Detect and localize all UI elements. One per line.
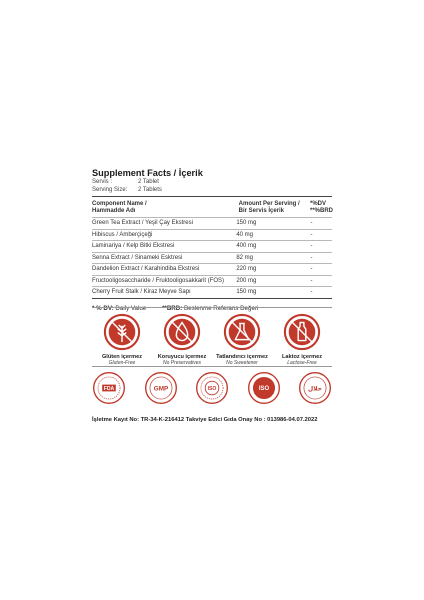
serving-size-label: Serving Size: [92, 186, 128, 193]
ingredient-table [92, 217, 332, 299]
ingredient-dv: - [310, 266, 313, 273]
supplement-facts-panel [92, 168, 332, 312]
iso-22000-badge [247, 371, 281, 405]
serving-row [92, 179, 332, 187]
ingredient-dv: - [310, 254, 313, 261]
table-row [92, 286, 332, 299]
ingredient-amount: 200 mg [236, 277, 257, 284]
no-preservatives-icon [163, 313, 201, 351]
feature-sub: No Sweetener [226, 360, 258, 366]
gmp-badge [144, 371, 178, 405]
badge-text: ISO [207, 385, 217, 392]
table-row [92, 217, 332, 229]
table-row [92, 229, 332, 241]
ingredient-amount: 220 mg [236, 266, 257, 273]
table-row [92, 275, 332, 287]
feature-sub: No Preservatives [162, 360, 202, 366]
table-row [92, 263, 332, 275]
ingredient-name: Laminariya / Kelp Bitki Ekstresi [92, 243, 175, 250]
iso-badge-icon [195, 371, 229, 405]
supplement-title: Supplement Facts / İçerik [92, 168, 203, 178]
ingredient-amount: 40 mg [236, 231, 254, 238]
serving-label: Servis : [92, 179, 113, 185]
footnotes [92, 305, 332, 312]
feature-no-sweetener [212, 313, 272, 366]
feature-gluten-free [92, 313, 152, 366]
badge-text: ISO [258, 386, 269, 393]
feature-icons [92, 313, 332, 366]
iso-badge [195, 371, 229, 405]
dv-value: Daily Value [115, 304, 147, 312]
feature-label: Laktoz içermez [281, 354, 323, 360]
ingredient-name: Green Tea Extract / Yeşil Çay Ekstresi [92, 220, 193, 227]
ingredient-amount: 150 mg [236, 220, 257, 227]
feature-sub: Lactose-Free [287, 360, 317, 366]
badge-text: حلال [308, 385, 322, 393]
halal-badge [298, 371, 332, 405]
serving-value: 2 Tablet [138, 179, 159, 185]
divider-top [92, 307, 332, 308]
brd-key: **BRD: [162, 304, 183, 312]
table-row [92, 240, 332, 252]
ingredient-name: Hibiscus / Amberçiçeği [92, 231, 153, 238]
feature-no-preservatives [152, 313, 212, 366]
header-dv: *%DV **%BRD [310, 201, 334, 214]
serving-size-row [92, 187, 332, 195]
table-row [92, 252, 332, 264]
fda-badge [92, 371, 126, 405]
gluten-free-icon [103, 313, 141, 351]
no-sweetener-icon [223, 313, 261, 351]
certification-badges [92, 371, 332, 405]
ingredient-dv: - [310, 277, 313, 284]
registration-footer: İşletme Kayıt No: TR-34-K-216412 Takviye Edici Gıda Onay No : 013986-04.07.2022 [92, 417, 318, 423]
ingredient-name: Cherry Fruit Stalk / Kiraz Meyve Sapı [92, 289, 191, 296]
badge-text: FDA [103, 386, 115, 393]
header-component: Component Name / Hammadde Adı [92, 201, 147, 214]
feature-sub: Gluten-Free [108, 360, 136, 366]
fda-badge-icon [92, 371, 126, 405]
ingredient-amount: 150 mg [236, 289, 257, 296]
table-header [92, 197, 332, 217]
header-amount: Amount Per Serving / Bir Servis İçerik [238, 201, 300, 214]
ingredient-dv: - [310, 220, 313, 227]
feature-label: Koruyucu içermez [157, 354, 207, 360]
ingredient-amount: 82 mg [236, 254, 254, 261]
dv-key: * % DV: [92, 304, 114, 312]
brd-value: Beslenme Referans Değeri [184, 304, 259, 312]
ingredient-dv: - [310, 231, 313, 238]
ingredient-dv: - [310, 243, 313, 250]
iso-22000-badge-icon [247, 371, 281, 405]
feature-label: Glüten içermez [101, 354, 143, 360]
serving-size-value: 2 Tablets [138, 186, 162, 193]
ingredient-name: Fructooligosaccharide / Fruktooligosakkarit (FOS) [92, 277, 225, 284]
feature-label: Tatlandırıcı içermez [216, 354, 268, 360]
gmp-badge-icon [144, 371, 178, 405]
lactose-free-icon [283, 313, 321, 351]
halal-badge-icon [298, 371, 332, 405]
ingredient-amount: 400 mg [236, 243, 257, 250]
ingredient-name: Senna Extract / Sinameki Esktresi [92, 254, 183, 261]
ingredient-name: Dandelion Extract / Karahindiba Ekstresi [92, 266, 200, 273]
ingredient-dv: - [310, 289, 313, 296]
feature-lactose-free [272, 313, 332, 366]
divider-bottom [92, 366, 332, 367]
badge-text: GMP [153, 385, 168, 393]
